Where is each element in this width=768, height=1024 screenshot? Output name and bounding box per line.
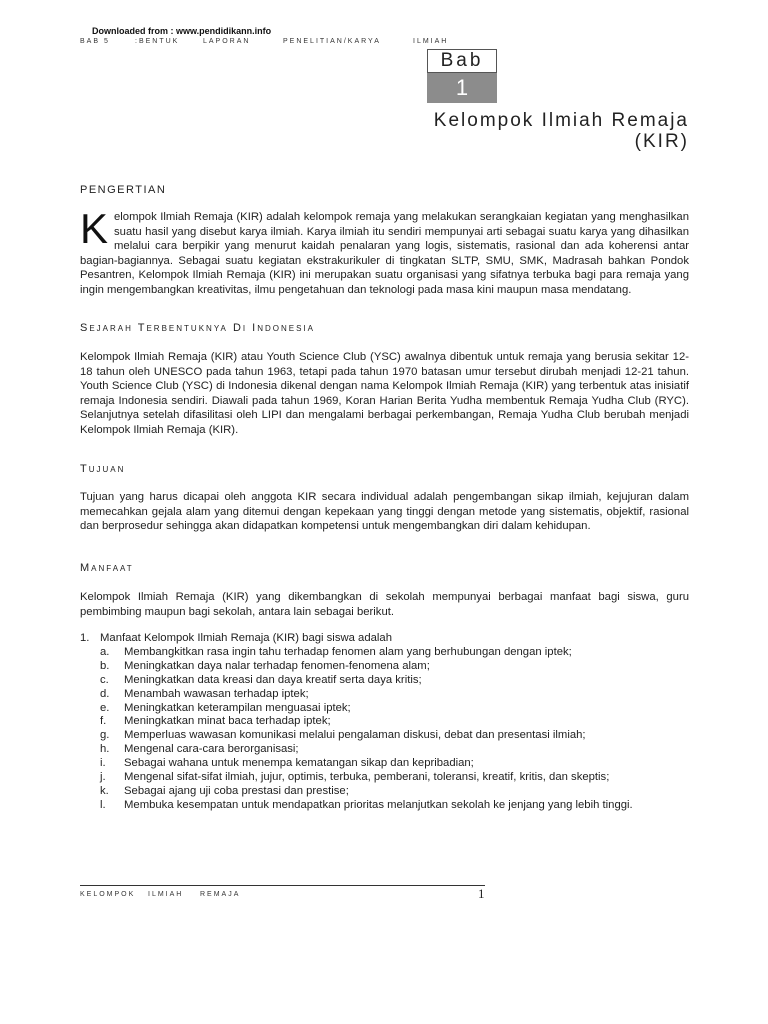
page-number: 1: [478, 886, 485, 901]
list-item: [80, 632, 689, 646]
sub-list-item: [100, 785, 689, 799]
running-head-word: PENELITIAN/KARYA: [283, 38, 381, 45]
chapter-title-line: (KIR): [634, 131, 689, 152]
sub-text: Mengenal sifat-sifat ilmiah, jujur, optimis, terbuka, pemberani, toleransi, kreatif, kritis, dan skeptis;: [124, 771, 610, 784]
sub-list-item: [100, 660, 689, 674]
sub-list-item: [100, 674, 689, 688]
paragraph-tujuan: Tujuan yang harus dicapai oleh anggota KIR secara individual adalah pengembangan sikap ilmiah, kejujuran dalam memecahkan gejala alam yang ditemui dengan kepekaan yang tinggi dengan metode yang sistematis, objektif, rasional dan berprosedur sehingga akan didapatkan kompetensi untuk mengembangkan diri dalam kehidupan.: [80, 491, 689, 533]
sub-list-item: [100, 799, 689, 813]
running-head-word: BAB 5: [80, 38, 110, 45]
chapter-number: 1: [427, 73, 497, 103]
section-heading-manfaat: Manfaat: [80, 562, 134, 574]
section-heading-tujuan: Tujuan: [80, 463, 126, 475]
sub-letter: j.: [100, 771, 106, 784]
paragraph-text: elompok Ilmiah Remaja (KIR) adalah kelompok remaja yang melakukan serangkaian kegiatan yang menghasilkan suatu hasil yang disebut karya ilmiah. Karya ilmiah itu sendiri mempunyai arti sebagai suatu karya yang dihasilkan melalui cara berpikir yang menurut kaidah penalaran yang logis, sistematis, rasional dan ada koherensi antar bagian-bagiannya. Sebagai suatu kegiatan ekstrakurikuler di tingkatan SLTP, SMU, SMK, Madrasah bahkan Pondok Pesantren, Kelompok Ilmiah Remaja (KIR) ini merupakan suatu organisasi yang sifatnya terbuka bagi para remaja yang ingin mengembangkan kreativitas, ilmu pengetahuan dan teknologi pada masa kini maupun masa mendatang.: [80, 211, 689, 296]
paragraph-manfaat: Kelompok Ilmiah Remaja (KIR) yang dikembangkan di sekolah mempunyai berbagai manfaat bagi siswa, guru pembimbing maupun bagi sekolah, antara lain sebagai berikut.: [80, 591, 689, 618]
sub-text: Sebagai ajang uji coba prestasi dan prestise;: [124, 784, 349, 797]
sub-letter: c.: [100, 673, 109, 686]
chapter-box: [427, 49, 497, 103]
footer-word: KELOMPOK: [80, 891, 136, 898]
sub-letter: d.: [100, 687, 110, 700]
sub-list-item: [100, 757, 689, 771]
sub-list-item: [100, 743, 689, 757]
sub-text: Meningkatkan keterampilan menguasai iptek;: [124, 701, 351, 714]
sub-letter: k.: [100, 784, 109, 797]
paragraph-pengertian: [80, 205, 689, 298]
sub-letter: f.: [100, 715, 107, 728]
running-head: [80, 38, 448, 45]
sub-list-item: [100, 715, 689, 729]
sub-text: Menambah wawasan terhadap iptek;: [124, 687, 309, 700]
running-head-word: LAPORAN: [203, 38, 251, 45]
sub-text: Mengenal cara-cara berorganisasi;: [124, 743, 299, 756]
footer-running-title: [80, 891, 240, 898]
sub-letter: i.: [100, 757, 106, 770]
sub-letter: g.: [100, 729, 110, 742]
sub-letter: l.: [100, 798, 106, 811]
sub-list-item: [100, 702, 689, 716]
download-note: Downloaded from : www.pendidikann.info: [92, 26, 272, 36]
sub-text: Membuka kesempatan untuk mendapatkan prioritas melanjutkan sekolah ke jenjang yang lebih tinggi.: [124, 798, 633, 811]
sub-text: Meningkatkan daya nalar terhadap fenomen-fenomena alam;: [124, 659, 430, 672]
section-heading-sejarah: Sejarah Terbentuknya Di Indonesia: [80, 322, 316, 334]
sub-text: Membangkitkan rasa ingin tahu terhadap fenomen alam yang berhubungan dengan iptek;: [124, 645, 572, 658]
sub-text: Meningkatkan data kreasi dan daya kreatif serta daya kritis;: [124, 673, 422, 686]
sub-text: Sebagai wahana untuk menempa kematangan sikap dan kepribadian;: [124, 757, 474, 770]
chapter-title: [289, 110, 689, 152]
sub-list-item: [100, 771, 689, 785]
footer-word: ILMIAH: [148, 891, 184, 898]
list-number: 1.: [80, 632, 90, 644]
paragraph-sejarah: Kelompok Ilmiah Remaja (KIR) atau Youth Science Club (YSC) awalnya dibentuk untuk remaja yang berusia sekitar 12-18 tahun oleh UNESCO pada tahun 1963, tetapi pada tahun 1970 batasan umur tersebut dirubah menjadi 12-21 tahun. Youth Science Club (YSC) di Indonesia dikenal dengan nama Kelompok Ilmiah Remaja (KIR) yang terbentuk atas inisiatif remaja Indonesia sendiri. Diawali pada tahun 1969, Koran Harian Berita Yudha membentuk Remaja Yudha Club (RYC). Selanjutnya setelah difasilitasi oleh LIPI dan mengalami berbagai perkembangan, Remaja Yudha Club berubah menjadi Kelompok Ilmiah Remaja (KIR).: [80, 351, 689, 436]
running-head-word: ILMIAH: [413, 38, 449, 45]
running-head-word: :BENTUK: [135, 38, 180, 45]
sub-letter: b.: [100, 659, 110, 672]
sub-letter: e.: [100, 701, 110, 714]
list-title: Manfaat Kelompok Ilmiah Remaja (KIR) bagi siswa adalah: [100, 632, 392, 644]
sub-list-item: [100, 688, 689, 702]
footer-word: REMAJA: [200, 891, 241, 898]
benefit-list: [80, 632, 689, 813]
sub-letter: h.: [100, 743, 110, 756]
chapter-title-line: Kelompok Ilmiah Remaja: [433, 110, 689, 131]
drop-cap: K: [80, 205, 109, 252]
sub-text: Meningkatkan minat baca terhadap iptek;: [124, 715, 331, 728]
footer-rule: [80, 885, 485, 886]
section-heading-pengertian: PENGERTIAN: [80, 184, 167, 196]
sub-list: [100, 646, 689, 813]
chapter-label: Bab: [427, 49, 497, 73]
sub-letter: a.: [100, 645, 110, 658]
sub-list-item: [100, 729, 689, 743]
sub-text: Memperluas wawasan komunikasi melalui pengalaman diskusi, debat dan presentasi ilmiah;: [124, 729, 586, 742]
sub-list-item: [100, 646, 689, 660]
